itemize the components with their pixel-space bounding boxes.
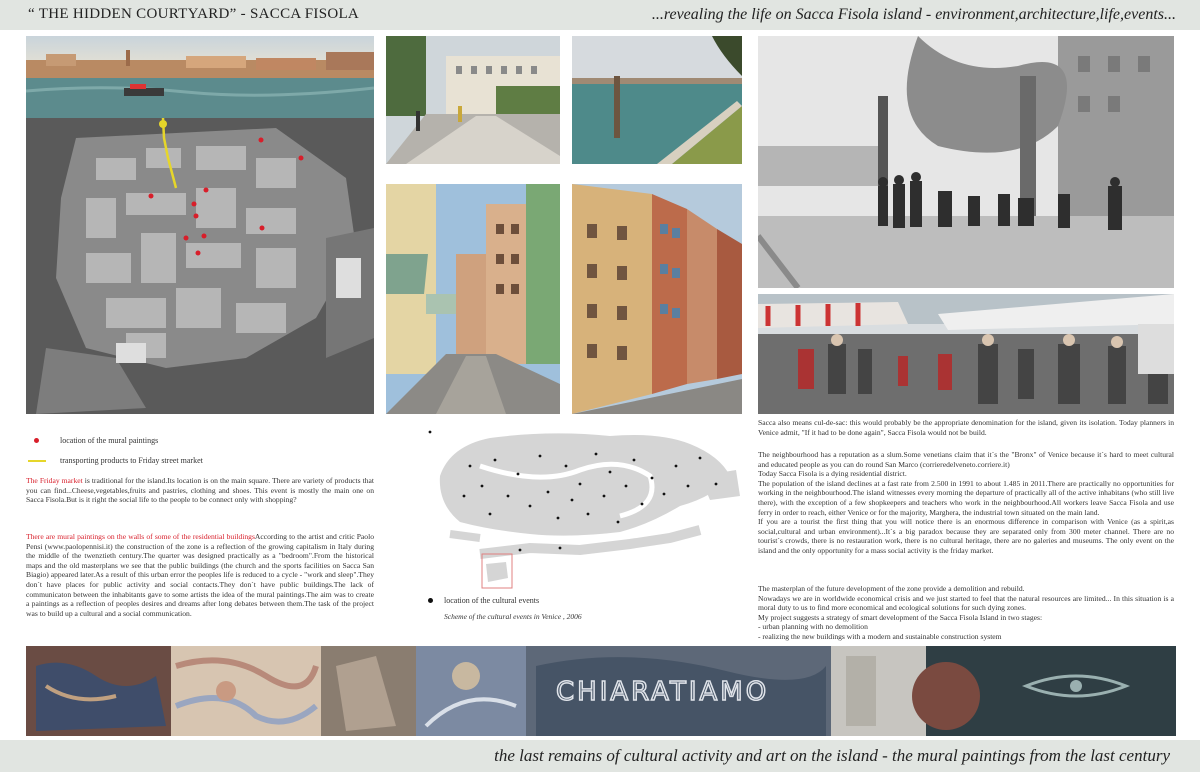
mural-paintings-body: According to the artist and critic Paolo Pensi (www.paolopennisi.it) the construction of the zone is a reflection of the growing capitalism in Italy during the middle of the twenztieth century.The quarter was designed practically as a "bedroom".From the historical maps and the old masterplans we see that the public buildings (the church and the sports facilities on Sacca San Biagio) appeared later.As a result of this urban error the peoples life is reduced to a cycle - "work and sleep".They don`t have places for public activity and social contacts.They don`t have public buildings.The lack of communicaton between the inhabitants gave to some artists the idea of the mural paintings.The aim was to create a paintings as a reflection of peoples desires and dreams after long debates between them.The task of the project was to build up a cultural and a social communication. [26, 532, 374, 618]
friday-market-body: is traditional for the island.Its location is on the main square. There are variety of products that you can find...Cheese,vegetables,fruits and pastries, clothing and shoes. This event is mostly the main one on Sacca Fisola.But is it right the social life to the people to be connect only with shopping? [26, 476, 374, 505]
mural-graffiti-text: CHIARATIAMO [556, 677, 770, 707]
right-paragraph-3: The masterplan of the future development of the zone provide a demolition and rebuild. Nowadays we are in worldwide economical crisis and we just started to feel that the natural resources are limited... In this situation is a moral duty to us to find more economical and ecological solutions for such dying zones. My project suggests a strategy of smart development of the Sacca Fisola Island in two stages: - urban planning with no demolition - realizing the new buildings with a modern and sustainable construction system [758, 584, 1174, 641]
legend-transport-label: transporting products to Friday street market [60, 456, 203, 465]
lagoon-pole-photo [572, 36, 742, 164]
legend-mural [28, 436, 328, 446]
black-dot-icon [428, 598, 433, 603]
header-bar [0, 0, 1200, 30]
red-dot-icon [34, 438, 39, 443]
yellow-line-icon [28, 460, 46, 462]
right-paragraph-2: The neighbourhood has a reputation as a slum.Some venetians claim that it`s the "Bronx" of Venice because it`s hard to meet cultural and educated people as you can do round San Marco (corrieredelveneto.corriere.it) Today Sacca Fisola is a dying residential district. The population of the island declines at a fast rate from 2.500 in 1991 to about 1.485 in 2011.There are practically no opportunities for working in the neighbourhood.The island witnesses every morning the departure of practically all of the active inhabitans (who still live there), with the exception of a few shopkeepers and teachers who work in the neighbourhood.All workers leave Sacca Fisola and use ferry in order to reach, either Venice or for the majority, Marghera, the industrial town situated on the main land. If you are a tourist the first thing that you will notice there is an enormous difference in comparison with Venice (as a spirit,as social,cultural and urban environment)...It`s a big paradox because they are separated only from 300 meter channel. There are no tourist`s crowds, there is no restauration work, there is no cultural heritage, there are no galeries and museums. The only event on the island and the only opportunity for a mass social activity is the friday market. [758, 450, 1174, 555]
footer-caption: the last remains of cultural activity and art on the island - the mural paintings from the last century [494, 746, 1170, 765]
right-paragraph-1: Sacca also means cul-de-sac: this would probably be the appropriate denomination for the island, given its isolation. Today planners in Venice admit, "If it had to be done again", Sacca Fisola would not be build. [758, 418, 1174, 437]
poster-title: “ THE HIDDEN COURTYARD” - SACCA FISOLA [28, 6, 360, 22]
sacca-fisola-aerial-map [26, 118, 374, 414]
friday-market-photo [758, 294, 1174, 414]
map-caption: Scheme of the cultural events in Venice , 2006 [444, 612, 582, 621]
square-street-photo [386, 36, 560, 164]
apartment-blocks-photo [572, 184, 742, 414]
mural-paintings-paragraph [26, 532, 374, 618]
residential-street-photo [386, 184, 560, 414]
legend-cultural-events [428, 596, 688, 606]
mural-paintings-strip [26, 646, 1176, 736]
mural-paintings-heading: There are mural paintings on the walls of some of the residential buildings [26, 532, 255, 541]
legend-mural-label: location of the mural paintings [60, 436, 159, 445]
square-people-bw-photo [758, 36, 1174, 288]
venice-cultural-events-map [420, 426, 744, 594]
footer-bar [0, 740, 1200, 772]
legend-cultural-events-label: location of the cultural events [444, 596, 540, 605]
poster-tagline: ...revealing the life on Sacca Fisola island - environment,architecture,life,events... [651, 6, 1176, 23]
friday-market-paragraph [26, 476, 374, 505]
venice-panorama-photo [26, 36, 374, 118]
friday-market-heading: The Friday market [26, 476, 83, 485]
legend-transport [28, 456, 328, 466]
